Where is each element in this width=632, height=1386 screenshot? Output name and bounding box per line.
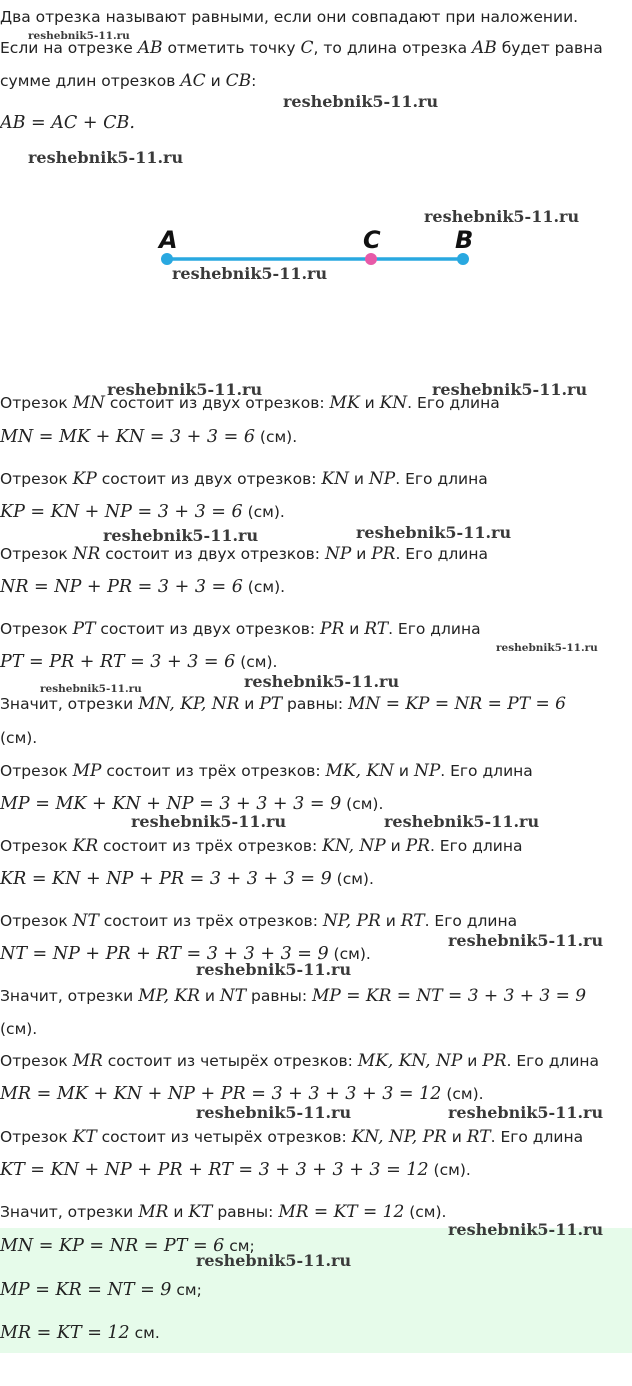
math-expr: NT — [219, 986, 247, 1006]
unit-text: (см). — [242, 578, 286, 596]
body-text: Отрезок — [0, 1052, 73, 1070]
body-text: Значит, отрезки — [0, 987, 139, 1005]
solution-line — [0, 1018, 37, 1040]
body-text: и — [239, 695, 260, 713]
body-text: . Его длина — [395, 545, 488, 563]
body-text: и — [380, 912, 401, 930]
math-expr: NR = NP + PR = 3 + 3 = 6 — [0, 577, 243, 597]
unit-text: (см). — [341, 795, 384, 813]
solution-line — [0, 760, 533, 782]
solution-line — [0, 651, 277, 673]
unit-text: (см). — [441, 1085, 484, 1103]
math-expr: KT — [72, 1127, 97, 1147]
body-text: состоит из трёх отрезков: — [98, 837, 323, 855]
math-expr: AB — [472, 38, 497, 58]
math-expr: KN — [321, 469, 349, 489]
math-expr: C — [300, 38, 314, 58]
watermark-text: reshebnik5-11.ru — [424, 207, 580, 226]
body-text: Отрезок — [0, 837, 73, 855]
solution-line — [0, 618, 481, 640]
body-text: Отрезок — [0, 620, 73, 638]
solution-line — [0, 543, 488, 565]
math-expr: NT — [72, 911, 99, 931]
watermark-text: reshebnik5-11.ru — [432, 380, 588, 399]
math-expr: PT = PR + RT = 3 + 3 = 6 — [0, 652, 236, 672]
math-expr: NT = NP + PR + RT = 3 + 3 + 3 = 9 — [0, 944, 329, 964]
watermark-text: reshebnik5-11.ru — [283, 92, 439, 111]
body-text: равны: — [282, 695, 349, 713]
watermark-text: reshebnik5-11.ru — [40, 683, 142, 695]
math-expr: MP = MK + KN + NP = 3 + 3 + 3 = 9 — [0, 794, 342, 814]
solution-line — [0, 727, 37, 749]
body-text: и — [351, 545, 372, 563]
math-expr: PR — [482, 1051, 507, 1071]
unit-text: (см). — [235, 653, 278, 671]
intro-text: Если на отрезке — [0, 39, 138, 57]
body-text: состоит из четырёх отрезков: — [96, 1128, 352, 1146]
unit-text: (см). — [331, 870, 374, 888]
math-expr: KT — [188, 1202, 213, 1222]
math-expr: RT — [400, 911, 425, 931]
solution-line — [0, 1050, 599, 1072]
math-expr: PT — [259, 694, 283, 714]
body-text: (см). — [0, 1020, 38, 1038]
watermark-text: reshebnik5-11.ru — [196, 1251, 352, 1270]
math-expr: MP, KR — [138, 986, 200, 1006]
math-expr: KT = KN + NP + PR + RT = 3 + 3 + 3 + 3 = 12 — [0, 1160, 429, 1180]
body-text: и — [199, 987, 220, 1005]
watermark-text: reshebnik5-11.ru — [107, 380, 263, 399]
math-expr: NP — [368, 469, 396, 489]
solution-line — [0, 910, 517, 932]
math-expr: MN = MK + KN = 3 + 3 = 6 — [0, 427, 255, 447]
unit-text: см. — [129, 1324, 160, 1342]
math-expr: KP = KN + NP = 3 + 3 = 6 — [0, 502, 243, 522]
math-expr: KN, NP — [322, 836, 386, 856]
solution-line — [0, 868, 374, 890]
intro-text: и — [205, 72, 226, 90]
math-expr: MP = KR = NT = 3 + 3 + 3 = 9 — [311, 986, 587, 1006]
math-expr: RT — [466, 1127, 491, 1147]
answer-line — [0, 1322, 160, 1344]
body-text: Отрезок — [0, 470, 73, 488]
intro-text: Два отрезка называют равными, если они совпадают при наложении. — [0, 8, 579, 26]
math-expr: MP — [72, 761, 102, 781]
watermark-text: reshebnik5-11.ru — [28, 148, 184, 167]
body-text: и — [394, 762, 414, 780]
body-text: и — [168, 1203, 189, 1221]
label-b: B — [455, 226, 474, 254]
math-expr: AB = AC + CB. — [0, 113, 135, 133]
body-text: Отрезок — [0, 545, 73, 563]
math-expr: MR = KT = 12 — [278, 1202, 405, 1222]
math-expr: MR — [138, 1202, 169, 1222]
math-expr: AC — [180, 71, 206, 91]
math-expr: MK, KN — [325, 761, 394, 781]
body-text: и — [359, 394, 380, 412]
watermark-text: reshebnik5-11.ru — [103, 526, 259, 545]
math-expr: KP — [72, 469, 97, 489]
body-text: (см). — [404, 1203, 447, 1221]
unit-text: см; — [171, 1281, 202, 1299]
intro-text: , то длина отрезка — [313, 39, 473, 57]
body-text: состоит из четырёх отрезков: — [102, 1052, 358, 1070]
math-expr: NP — [324, 544, 352, 564]
math-expr: RT — [364, 619, 389, 639]
solution-line — [0, 985, 586, 1007]
math-expr: MN, KP, NR — [138, 694, 240, 714]
math-expr: MN = KP = NR = PT = 6 — [0, 1236, 225, 1256]
body-text: равны: — [246, 987, 312, 1005]
math-expr: KR — [72, 836, 99, 856]
watermark-text: reshebnik5-11.ru — [196, 960, 352, 979]
solution-line — [0, 1126, 583, 1148]
math-expr: MN — [72, 393, 105, 413]
math-expr: MR — [72, 1051, 103, 1071]
watermark-text: reshebnik5-11.ru — [448, 931, 604, 950]
watermark-text: reshebnik5-11.ru — [448, 1220, 604, 1239]
body-text: и — [344, 620, 365, 638]
point-c — [365, 253, 377, 265]
answer-line — [0, 1279, 202, 1301]
point-b — [457, 253, 469, 265]
unit-text: (см). — [428, 1161, 471, 1179]
body-text: состоит из двух отрезков: — [96, 470, 322, 488]
math-expr: CB — [225, 71, 252, 91]
math-expr: AB — [137, 38, 163, 58]
body-text: . Его длина — [407, 394, 500, 412]
body-text: (см). — [0, 729, 38, 747]
math-expr: MN = KP = NR = PT = 6 — [348, 694, 566, 714]
watermark-text: reshebnik5-11.ru — [448, 1103, 604, 1122]
watermark-text: reshebnik5-11.ru — [244, 672, 400, 691]
body-text: . Его длина — [506, 1052, 600, 1070]
watermark-text: reshebnik5-11.ru — [356, 523, 512, 542]
body-text: Отрезок — [0, 1128, 73, 1146]
intro-text: : — [251, 72, 257, 90]
math-expr: KR = KN + NP + PR = 3 + 3 + 3 = 9 — [0, 869, 332, 889]
math-expr: NP — [413, 761, 441, 781]
body-text: . Его длина — [388, 620, 481, 638]
intro-text: отметить точку — [162, 39, 301, 57]
watermark-text: reshebnik5-11.ru — [496, 642, 598, 654]
solution-line — [0, 1159, 471, 1181]
unit-text: см; — [224, 1237, 255, 1255]
body-text: состоит из трёх отрезков: — [101, 762, 326, 780]
intro-text: сумме длин отрезков — [0, 72, 181, 90]
body-text: . Его длина — [395, 470, 488, 488]
label-c: C — [363, 226, 381, 254]
math-expr: MP = KR = NT = 9 — [0, 1280, 172, 1300]
body-text: . Его длина — [440, 762, 533, 780]
unit-text: (см). — [254, 428, 298, 446]
math-expr: PR — [320, 619, 345, 639]
math-expr: MR = MK + KN + NP + PR = 3 + 3 + 3 + 3 = 12 — [0, 1084, 442, 1104]
math-expr: KN — [379, 393, 408, 413]
math-expr: MR = KT = 12 — [0, 1323, 130, 1343]
body-text: состоит из трёх отрезков: — [98, 912, 323, 930]
watermark-text: reshebnik5-11.ru — [196, 1103, 352, 1122]
body-text: Отрезок — [0, 762, 73, 780]
body-text: Значит, отрезки — [0, 1203, 139, 1221]
unit-text: (см). — [328, 945, 371, 963]
solution-line — [0, 576, 285, 598]
solution-line — [0, 1083, 484, 1105]
solution-line — [0, 1201, 446, 1223]
body-text: . Его длина — [424, 912, 518, 930]
math-expr: MK — [329, 393, 360, 413]
body-text: состоит из двух отрезков: — [100, 545, 325, 563]
math-expr: PT — [72, 619, 96, 639]
unit-text: (см). — [242, 503, 285, 521]
body-text: . Его длина — [429, 837, 523, 855]
label-a: A — [159, 226, 178, 254]
solution-line — [0, 426, 297, 448]
body-text: состоит из двух отрезков: — [104, 394, 330, 412]
body-text: Отрезок — [0, 912, 73, 930]
body-text: Значит, отрезки — [0, 695, 139, 713]
math-expr: KN, NP, PR — [351, 1127, 447, 1147]
body-text: . Его длина — [490, 1128, 584, 1146]
body-text: и — [348, 470, 369, 488]
math-expr: MK, KN, NP — [357, 1051, 463, 1071]
body-text: равны: — [212, 1203, 279, 1221]
math-expr: NR — [72, 544, 101, 564]
solution-line — [0, 468, 488, 490]
watermark-text: reshebnik5-11.ru — [28, 30, 130, 42]
body-text: и — [462, 1052, 483, 1070]
body-text: и — [385, 837, 406, 855]
watermark-text: reshebnik5-11.ru — [384, 812, 540, 831]
body-text: состоит из двух отрезков: — [95, 620, 321, 638]
solution-line — [0, 835, 522, 857]
math-expr: PR — [371, 544, 396, 564]
math-expr: PR — [405, 836, 430, 856]
solution-line — [0, 501, 285, 523]
body-text: и — [446, 1128, 467, 1146]
watermark-text: reshebnik5-11.ru — [131, 812, 287, 831]
math-expr: NP, PR — [322, 911, 381, 931]
body-text: Отрезок — [0, 394, 73, 412]
watermark-text: reshebnik5-11.ru — [172, 264, 328, 283]
intro-text: будет равна — [496, 39, 603, 57]
